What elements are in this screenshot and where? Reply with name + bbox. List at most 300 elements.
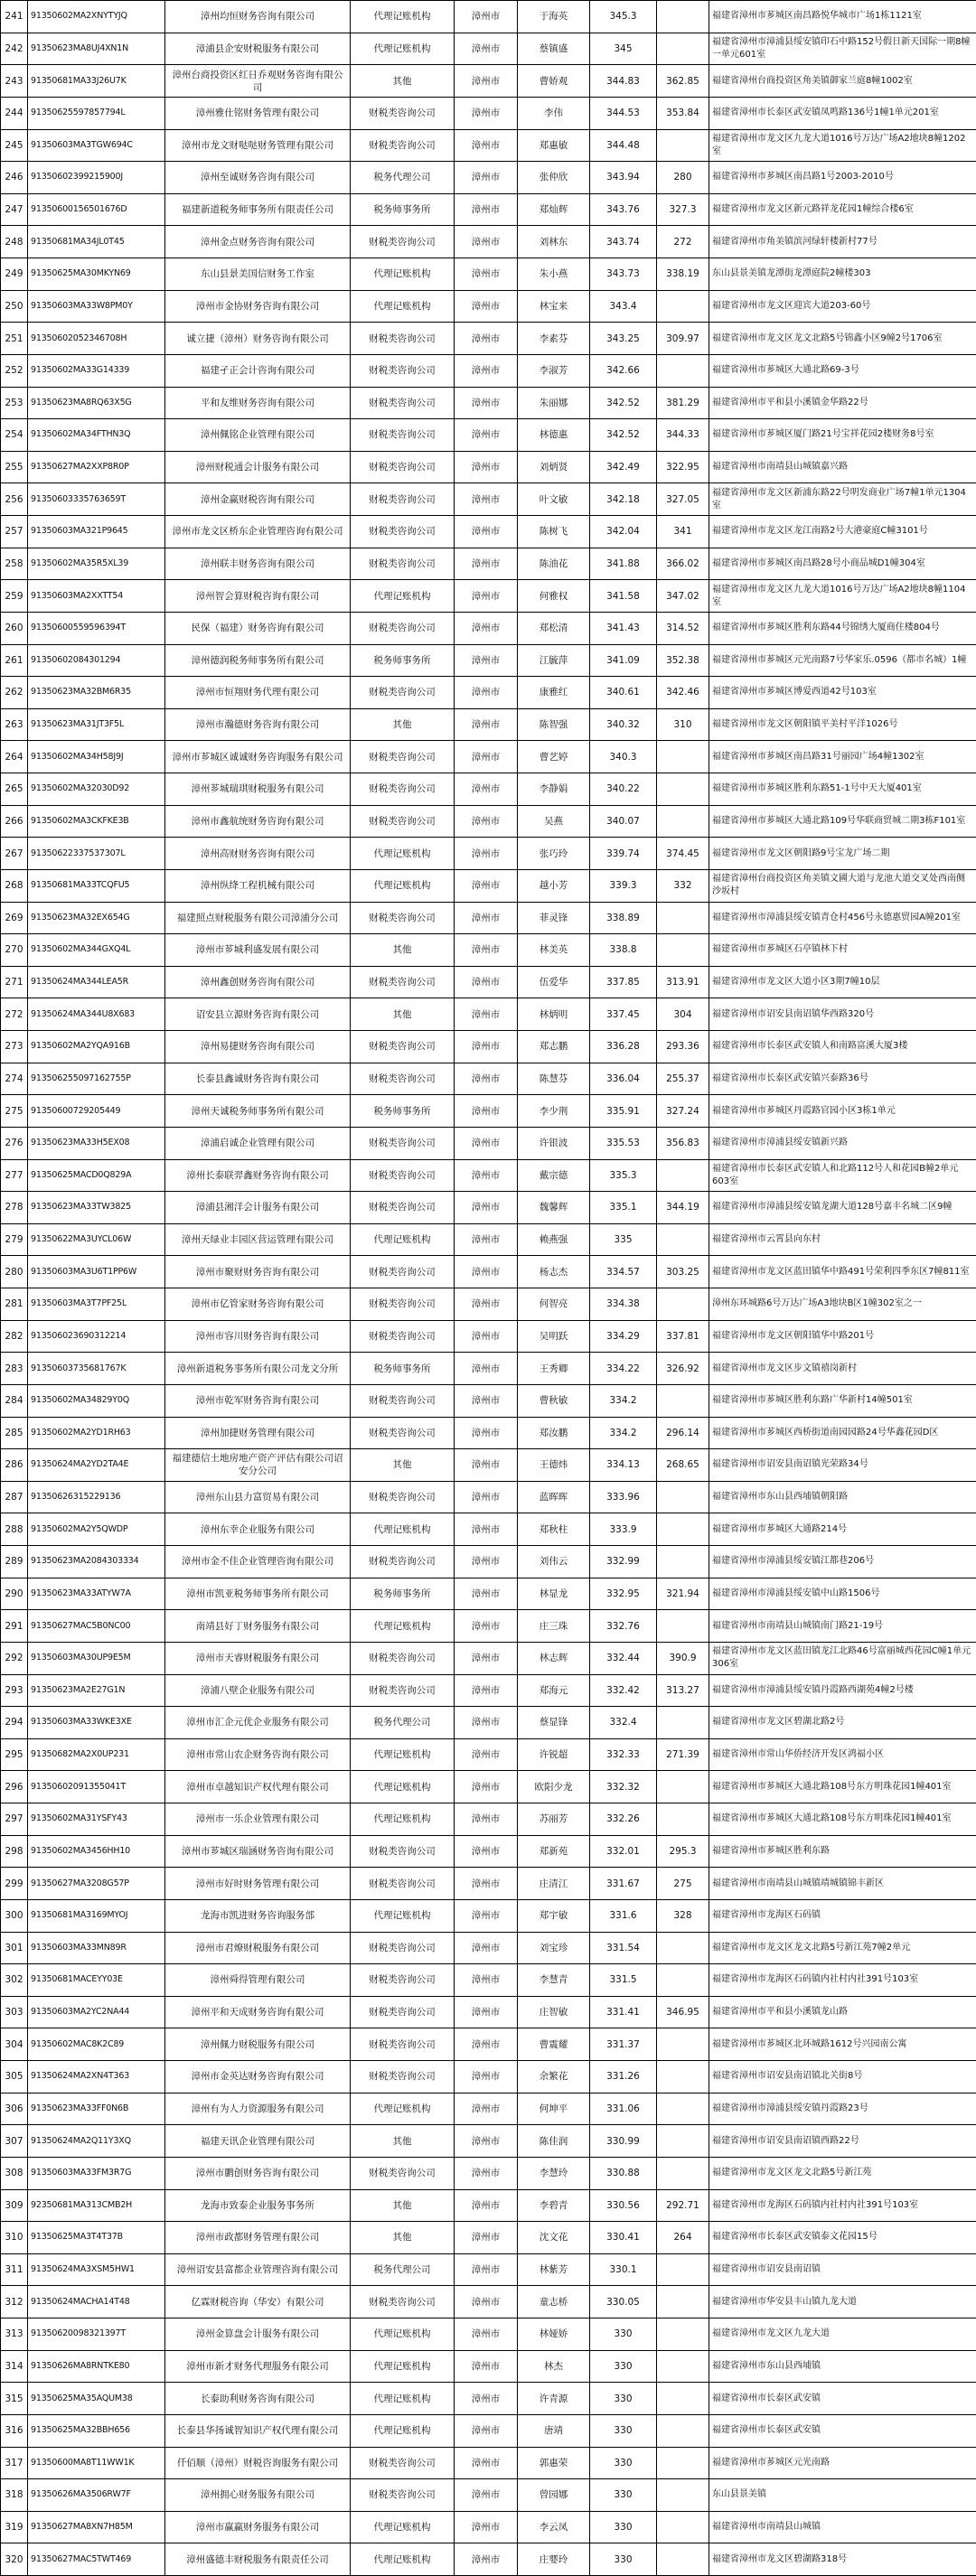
credit-code-cell: 91350603MA3T7PF25L <box>28 1288 165 1321</box>
city-cell: 漳州市 <box>455 451 518 483</box>
company-type-cell: 财税类咨询公司 <box>351 1674 455 1707</box>
table-row <box>1 998 976 1031</box>
score-cell: 331.6 <box>590 1899 657 1932</box>
city-cell: 漳州市 <box>455 1449 518 1482</box>
table-row <box>1 1513 976 1546</box>
city-cell: 漳州市 <box>455 1417 518 1449</box>
table-row <box>1 1578 976 1610</box>
company-name-cell: 漳州金点财务咨询有限公司 <box>165 226 351 258</box>
address-cell: 福建省漳州市平和县小溪镇龙山路 <box>709 1996 976 2028</box>
contact-person-cell: 李少荆 <box>518 1095 590 1128</box>
contact-person-cell: 曾园娜 <box>518 2479 590 2512</box>
company-name-cell: 漳州鑫创财务咨询有限公司 <box>165 966 351 998</box>
company-name-cell: 福建照点财税服务有限公司漳浦分公司 <box>165 902 351 934</box>
company-type-cell: 其他 <box>351 2189 455 2222</box>
row-number-cell: 258 <box>1 548 28 580</box>
row-number-cell: 276 <box>1 1127 28 1159</box>
contact-person-cell: 郑新苑 <box>518 1835 590 1868</box>
contact-person-cell: 林美英 <box>518 934 590 967</box>
address-cell: 福建省漳州市漳浦县绥安镇青仓村456号永德惠贸园A幢201室 <box>709 902 976 934</box>
row-number-cell: 317 <box>1 2447 28 2479</box>
company-name-cell: 漳州市君燎财税服务有限公司 <box>165 1932 351 1964</box>
company-type-cell: 税务代理公司 <box>351 1707 455 1739</box>
company-name-cell: 漳浦县企安财税服务有限公司 <box>165 33 351 65</box>
address-cell: 福建省漳州市龙文区新浦东路22号明发商业广场7幢1单元1304室 <box>709 483 976 516</box>
value-cell: 341 <box>657 516 709 548</box>
table-row <box>1 290 976 323</box>
value-cell: 337.81 <box>657 1320 709 1353</box>
contact-person-cell: 康雅红 <box>518 677 590 709</box>
credit-code-cell: 91350602MA2YQA916B <box>28 1031 165 1063</box>
row-number-cell: 278 <box>1 1192 28 1224</box>
score-cell: 344.48 <box>590 129 657 162</box>
row-number-cell: 248 <box>1 226 28 258</box>
company-name-cell: 长泰县华扬诚智知识产权代理有限公司 <box>165 2414 351 2447</box>
city-cell: 漳州市 <box>455 2383 518 2415</box>
credit-code-cell: 91350602084301294 <box>28 644 165 677</box>
company-type-cell: 其他 <box>351 2222 455 2254</box>
value-cell: 362.85 <box>657 65 709 98</box>
company-type-cell: 财税类咨询公司 <box>351 451 455 483</box>
company-name-cell: 漳州东山县力富贸易有限公司 <box>165 1481 351 1513</box>
score-cell: 332.33 <box>590 1738 657 1771</box>
row-number-cell: 307 <box>1 2125 28 2158</box>
address-cell: 福建省漳州市龙文区迎宾大道203-60号 <box>709 290 976 323</box>
score-cell: 337.85 <box>590 966 657 998</box>
city-cell: 漳州市 <box>455 966 518 998</box>
score-cell: 330.88 <box>590 2157 657 2189</box>
company-type-cell: 财税类咨询公司 <box>351 1835 455 1868</box>
credit-code-cell: 91350600156501676D <box>28 193 165 226</box>
city-cell: 漳州市 <box>455 1481 518 1513</box>
table-row <box>1 805 976 838</box>
contact-person-cell: 曹震耀 <box>518 2028 590 2061</box>
row-number-cell: 309 <box>1 2189 28 2222</box>
city-cell: 漳州市 <box>455 226 518 258</box>
credit-code-cell: 91350623MA32EX654G <box>28 902 165 934</box>
value-cell: 313.91 <box>657 966 709 998</box>
address-cell: 福建省漳州市芗城区大通北路69-3号 <box>709 354 976 387</box>
address-cell: 福建省漳州市漳浦县绥安镇龙湖大道128号嘉丰名城二区9幢 <box>709 1192 976 1224</box>
value-cell: 321.94 <box>657 1578 709 1610</box>
address-cell: 福建省漳州市南靖县山城镇嘉兴路 <box>709 451 976 483</box>
company-type-cell: 代理记账机构 <box>351 2093 455 2125</box>
city-cell: 漳州市 <box>455 998 518 1031</box>
address-cell: 福建省漳州市龙文区朝阳镇华中路201号 <box>709 1320 976 1353</box>
contact-person-cell: 庄智敏 <box>518 1996 590 2028</box>
table-row <box>1 677 976 709</box>
table-row <box>1 2253 976 2286</box>
company-name-cell: 漳州佩铭企业管理有限公司 <box>165 419 351 452</box>
contact-person-cell: 林娅娇 <box>518 2318 590 2351</box>
company-type-cell: 税务师事务所 <box>351 1578 455 1610</box>
score-cell: 330 <box>590 2350 657 2383</box>
credit-code-cell: 91350624MA2XN4T363 <box>28 2061 165 2094</box>
credit-code-cell: 91350602MA34FTHN3Q <box>28 419 165 452</box>
table-body <box>1 1 976 2576</box>
value-cell <box>657 1610 709 1643</box>
value-cell <box>657 805 709 838</box>
company-type-cell: 代理记账机构 <box>351 2318 455 2351</box>
credit-code-cell: 91350603MA33W8PM0Y <box>28 290 165 323</box>
credit-code-cell: 913506023690312214 <box>28 1320 165 1353</box>
contact-person-cell: 许锐超 <box>518 1738 590 1771</box>
value-cell: 255.37 <box>657 1063 709 1095</box>
contact-person-cell: 庄清江 <box>518 1868 590 1900</box>
row-number-cell: 297 <box>1 1803 28 1836</box>
table-row <box>1 419 976 452</box>
row-number-cell: 265 <box>1 773 28 806</box>
row-number-cell: 310 <box>1 2222 28 2254</box>
contact-person-cell: 郑宇敏 <box>518 1899 590 1932</box>
row-number-cell: 267 <box>1 838 28 870</box>
address-cell: 东山县景美镇 <box>709 2479 976 2512</box>
credit-code-cell: 91350623MA33FF0N6B <box>28 2093 165 2125</box>
city-cell: 漳州市 <box>455 1610 518 1643</box>
credit-code-cell: 91350624MA344LEA5R <box>28 966 165 998</box>
row-number-cell: 277 <box>1 1159 28 1192</box>
city-cell: 漳州市 <box>455 1771 518 1803</box>
table-row <box>1 1738 976 1771</box>
address-cell: 福建省漳州市芗城区西桥街道南园园路24号华鑫花园D区 <box>709 1417 976 1449</box>
company-type-cell: 代理记账机构 <box>351 2414 455 2447</box>
row-number-cell: 275 <box>1 1095 28 1128</box>
credit-code-cell: 91350627MA3208G57P <box>28 1868 165 1900</box>
address-cell: 福建省漳州市长泰区武安镇兴泰路36号 <box>709 1063 976 1095</box>
credit-code-cell: 91350625597857794L <box>28 97 165 129</box>
address-cell: 福建省漳州市芗城区元光南路7号华家乐.0596（都市名城）1幢 <box>709 644 976 677</box>
company-name-cell: 漳州平和天成财务咨询有限公司 <box>165 1996 351 2028</box>
score-cell: 343.73 <box>590 258 657 291</box>
contact-person-cell: 许银波 <box>518 1127 590 1159</box>
score-cell: 335.1 <box>590 1192 657 1224</box>
city-cell: 漳州市 <box>455 1674 518 1707</box>
contact-person-cell: 魏馨辉 <box>518 1192 590 1224</box>
company-type-cell: 代理记账机构 <box>351 1771 455 1803</box>
city-cell: 漳州市 <box>455 548 518 580</box>
score-cell: 338.89 <box>590 902 657 934</box>
city-cell: 漳州市 <box>455 773 518 806</box>
company-name-cell: 漳州市瀚德财务咨询有限公司 <box>165 708 351 741</box>
table-row <box>1 1996 976 2028</box>
score-cell: 345.3 <box>590 1 657 33</box>
company-type-cell: 财税类咨询公司 <box>351 1159 455 1192</box>
row-number-cell: 311 <box>1 2253 28 2286</box>
company-name-cell: 福建孑正会计咨询有限公司 <box>165 354 351 387</box>
table-row <box>1 387 976 419</box>
city-cell: 漳州市 <box>455 1707 518 1739</box>
contact-person-cell: 李伟 <box>518 97 590 129</box>
address-cell: 福建省漳州市龙文区大道小区3期7幢10层 <box>709 966 976 998</box>
credit-code-cell: 91350626315229136 <box>28 1481 165 1513</box>
contact-person-cell: 陈树飞 <box>518 516 590 548</box>
company-type-cell: 财税类咨询公司 <box>351 387 455 419</box>
address-cell: 福建省漳州市芗城区元光南路 <box>709 2447 976 2479</box>
city-cell: 漳州市 <box>455 1868 518 1900</box>
address-cell: 福建省漳州市芗城区丹霞路官园小区3栋1单元 <box>709 1095 976 1128</box>
row-number-cell: 247 <box>1 193 28 226</box>
address-cell: 福建省漳州市龙文区蓝田镇龙江北路46号富丽城西花园C幢1单元306室 <box>709 1642 976 1674</box>
city-cell: 漳州市 <box>455 1 518 33</box>
value-cell: 327.24 <box>657 1095 709 1128</box>
table-row <box>1 1707 976 1739</box>
score-cell: 332.4 <box>590 1707 657 1739</box>
company-name-cell: 漳州市常山农企财务咨询有限公司 <box>165 1738 351 1771</box>
company-name-cell: 漳州加捷财务管理有限公司 <box>165 1417 351 1449</box>
company-type-cell: 财税类咨询公司 <box>351 1932 455 1964</box>
company-type-cell: 财税类咨询公司 <box>351 2479 455 2512</box>
score-cell: 330 <box>590 2543 657 2576</box>
row-number-cell: 259 <box>1 580 28 613</box>
table-row <box>1 1031 976 1063</box>
contact-person-cell: 李素芬 <box>518 323 590 355</box>
contact-person-cell: 郭惠荣 <box>518 2447 590 2479</box>
address-cell: 福建省漳州市漳浦县绥安镇江都巷206号 <box>709 1546 976 1578</box>
address-cell: 福建省漳州市芗城区南昌路28号小商品城D1幢304室 <box>709 548 976 580</box>
value-cell <box>657 1707 709 1739</box>
table-row <box>1 2189 976 2222</box>
company-type-cell: 财税类咨询公司 <box>351 1320 455 1353</box>
contact-person-cell: 苏丽芳 <box>518 1803 590 1836</box>
score-cell: 330 <box>590 2479 657 2512</box>
city-cell: 漳州市 <box>455 902 518 934</box>
address-cell: 福建省漳州市常山华侨经济开发区鸿福小区 <box>709 1738 976 1771</box>
contact-person-cell: 菲灵锋 <box>518 902 590 934</box>
score-cell: 341.43 <box>590 612 657 644</box>
score-cell: 332.76 <box>590 1610 657 1643</box>
contact-person-cell: 王秀卿 <box>518 1353 590 1385</box>
credit-code-cell: 91350602MA344GXQ4L <box>28 934 165 967</box>
table-row <box>1 1546 976 1578</box>
company-type-cell: 财税类咨询公司 <box>351 612 455 644</box>
table-row <box>1 226 976 258</box>
score-cell: 331.37 <box>590 2028 657 2061</box>
row-number-cell: 282 <box>1 1320 28 1353</box>
score-cell: 336.04 <box>590 1063 657 1095</box>
city-cell: 漳州市 <box>455 1738 518 1771</box>
credit-code-cell: 91350602052346708H <box>28 323 165 355</box>
score-cell: 331.5 <box>590 1964 657 1997</box>
credit-code-cell: 91350622MA3UYCL06W <box>28 1223 165 1256</box>
table-row <box>1 97 976 129</box>
score-cell: 341.58 <box>590 580 657 613</box>
address-cell: 福建省漳州市南靖县山城镇靖城镇锦丰新区 <box>709 1868 976 1900</box>
contact-person-cell: 陈智强 <box>518 708 590 741</box>
score-cell: 344.53 <box>590 97 657 129</box>
score-cell: 345 <box>590 33 657 65</box>
value-cell <box>657 2383 709 2415</box>
company-name-cell: 漳州市赢赢财务服务有限公司 <box>165 2511 351 2543</box>
company-type-cell: 财税类咨询公司 <box>351 2157 455 2189</box>
city-cell: 漳州市 <box>455 419 518 452</box>
contact-person-cell: 郑松清 <box>518 612 590 644</box>
company-type-cell: 代理记账机构 <box>351 1610 455 1643</box>
row-number-cell: 303 <box>1 1996 28 2028</box>
address-cell: 福建省漳州市芗城区博爱西道42号103室 <box>709 677 976 709</box>
city-cell: 漳州市 <box>455 2093 518 2125</box>
row-number-cell: 295 <box>1 1738 28 1771</box>
credit-code-cell: 91350602MA2Y5QWDP <box>28 1513 165 1546</box>
company-type-cell: 财税类咨询公司 <box>351 1192 455 1224</box>
company-type-cell: 财税类咨询公司 <box>351 2286 455 2318</box>
row-number-cell: 249 <box>1 258 28 291</box>
address-cell: 福建省漳州市南靖县山城镇 <box>709 2511 976 2543</box>
score-cell: 332.01 <box>590 1835 657 1868</box>
contact-person-cell: 许青源 <box>518 2383 590 2415</box>
table-row <box>1 2286 976 2318</box>
table-row <box>1 2383 976 2415</box>
contact-person-cell: 杨志杰 <box>518 1256 590 1288</box>
row-number-cell: 315 <box>1 2383 28 2415</box>
value-cell: 352.38 <box>657 644 709 677</box>
value-cell <box>657 1288 709 1321</box>
table-row <box>1 129 976 162</box>
contact-person-cell: 郑秋柱 <box>518 1513 590 1546</box>
score-cell: 343.4 <box>590 290 657 323</box>
address-cell: 福建省漳州市芗城区胜利东路 <box>709 1835 976 1868</box>
contact-person-cell: 伍爱华 <box>518 966 590 998</box>
company-type-cell: 其他 <box>351 998 455 1031</box>
value-cell <box>657 2093 709 2125</box>
value-cell <box>657 2511 709 2543</box>
address-cell: 福建省漳州市龙文区碧湖北路2号 <box>709 1707 976 1739</box>
company-type-cell: 财税类咨询公司 <box>351 354 455 387</box>
value-cell: 310 <box>657 708 709 741</box>
table-row <box>1 2093 976 2125</box>
contact-person-cell: 林宝来 <box>518 290 590 323</box>
company-name-cell: 福建天讯企业管理有限公司 <box>165 2125 351 2158</box>
city-cell: 漳州市 <box>455 1996 518 2028</box>
address-cell: 福建省漳州市漳浦县绥安镇丹霞路23号 <box>709 2093 976 2125</box>
contact-person-cell: 陈慧芬 <box>518 1063 590 1095</box>
row-number-cell: 268 <box>1 869 28 902</box>
address-cell: 福建省漳州市芗城区胜利东路44号锦绣大厦商住楼804号 <box>709 612 976 644</box>
value-cell <box>657 1223 709 1256</box>
address-cell: 福建省漳州市长泰区武安镇人和南路富溪大厦3楼 <box>709 1031 976 1063</box>
value-cell <box>657 129 709 162</box>
credit-code-cell: 91350623MA32BM6R35 <box>28 677 165 709</box>
table-row <box>1 869 976 902</box>
credit-code-cell: 91350603MA2XXTT54 <box>28 580 165 613</box>
table-row <box>1 1384 976 1417</box>
value-cell: 327.05 <box>657 483 709 516</box>
score-cell: 341.09 <box>590 644 657 677</box>
company-type-cell: 财税类咨询公司 <box>351 548 455 580</box>
city-cell: 漳州市 <box>455 2189 518 2222</box>
company-name-cell: 民保（福建）财务咨询有限公司 <box>165 612 351 644</box>
table-row <box>1 1868 976 1900</box>
value-cell: 347.02 <box>657 580 709 613</box>
credit-code-cell: 91350602MA31YSFY43 <box>28 1803 165 1836</box>
address-cell: 福建省漳州台商投资区角美镇文圃大道与龙池大道交叉处西南侧沙坂村 <box>709 869 976 902</box>
credit-code-cell: 91350602MA34829Y0Q <box>28 1384 165 1417</box>
value-cell <box>657 354 709 387</box>
credit-code-cell: 91350603MA321P9645 <box>28 516 165 548</box>
contact-person-cell: 林炳明 <box>518 998 590 1031</box>
company-name-cell: 漳州联丰财务咨询有限公司 <box>165 548 351 580</box>
table-row <box>1 323 976 355</box>
value-cell <box>657 290 709 323</box>
company-name-cell: 东山县景美国信财务工作室 <box>165 258 351 291</box>
contact-person-cell: 朱小燕 <box>518 258 590 291</box>
city-cell: 漳州市 <box>455 580 518 613</box>
score-cell: 332.32 <box>590 1771 657 1803</box>
row-number-cell: 293 <box>1 1674 28 1707</box>
contact-person-cell: 郑汝鹏 <box>518 1417 590 1449</box>
credit-code-cell: 91350627MAC5TWT469 <box>28 2543 165 2576</box>
score-cell: 344.83 <box>590 65 657 98</box>
contact-person-cell: 余繁花 <box>518 2061 590 2094</box>
company-name-cell: 漳州天绿业丰园区营运管理有限公司 <box>165 1223 351 1256</box>
city-cell: 漳州市 <box>455 2414 518 2447</box>
credit-code-cell: 91350603MA33MN89R <box>28 1932 165 1964</box>
table-row <box>1 354 976 387</box>
city-cell: 漳州市 <box>455 1192 518 1224</box>
city-cell: 漳州市 <box>455 483 518 516</box>
score-cell: 342.04 <box>590 516 657 548</box>
table-row <box>1 548 976 580</box>
company-type-cell: 财税类咨询公司 <box>351 966 455 998</box>
value-cell: 296.14 <box>657 1417 709 1449</box>
table-row <box>1 516 976 548</box>
credit-code-cell: 91350625MA35AQUM38 <box>28 2383 165 2415</box>
address-cell: 福建省漳州市芗城区南昌路31号丽园广场4幢1302室 <box>709 741 976 773</box>
score-cell: 332.42 <box>590 1674 657 1707</box>
city-cell: 漳州市 <box>455 1095 518 1128</box>
credit-code-cell: 91350602MA35R5XL39 <box>28 548 165 580</box>
table-row <box>1 2157 976 2189</box>
company-name-cell: 诏安县立源财务咨询有限公司 <box>165 998 351 1031</box>
score-cell: 335.53 <box>590 1127 657 1159</box>
address-cell: 福建省漳州市诏安县南诏镇 <box>709 2253 976 2286</box>
address-cell: 福建省漳州市龙海区石码镇 <box>709 1899 976 1932</box>
table-row <box>1 1288 976 1321</box>
city-cell: 漳州市 <box>455 193 518 226</box>
score-cell: 330.99 <box>590 2125 657 2158</box>
contact-person-cell: 何坤平 <box>518 2093 590 2125</box>
contact-person-cell: 王德炜 <box>518 1449 590 1482</box>
value-cell <box>657 1964 709 1997</box>
address-cell: 福建省漳州市龙文区碧湖路318号 <box>709 2543 976 2576</box>
address-cell: 福建省漳州市诏安县南诏镇西路22号 <box>709 2125 976 2158</box>
table-row <box>1 2479 976 2512</box>
value-cell <box>657 1771 709 1803</box>
contact-person-cell: 刘伟云 <box>518 1546 590 1578</box>
company-name-cell: 仟佰顺（漳州）财税咨询服务有限公司 <box>165 2447 351 2479</box>
table-row <box>1 1674 976 1707</box>
table-row <box>1 741 976 773</box>
company-name-cell: 漳州东幸企业服务有限公司 <box>165 1513 351 1546</box>
company-type-cell: 财税类咨询公司 <box>351 1031 455 1063</box>
value-cell: 327.3 <box>657 193 709 226</box>
contact-person-cell: 曹娇观 <box>518 65 590 98</box>
value-cell: 346.95 <box>657 1996 709 2028</box>
contact-person-cell: 李静娟 <box>518 773 590 806</box>
credit-code-cell: 91350603735681767K <box>28 1353 165 1385</box>
table-row <box>1 2318 976 2351</box>
city-cell: 漳州市 <box>455 934 518 967</box>
city-cell: 漳州市 <box>455 644 518 677</box>
company-name-cell: 南靖县好丁财务服务有限公司 <box>165 1610 351 1643</box>
company-type-cell: 代理记账机构 <box>351 1513 455 1546</box>
address-cell: 福建省漳州市龙海区石码镇内社村内社391号103室 <box>709 2189 976 2222</box>
value-cell <box>657 1546 709 1578</box>
city-cell: 漳州市 <box>455 1513 518 1546</box>
city-cell: 漳州市 <box>455 838 518 870</box>
company-type-cell: 财税类咨询公司 <box>351 2028 455 2061</box>
company-type-cell: 财税类咨询公司 <box>351 97 455 129</box>
value-cell: 344.19 <box>657 1192 709 1224</box>
